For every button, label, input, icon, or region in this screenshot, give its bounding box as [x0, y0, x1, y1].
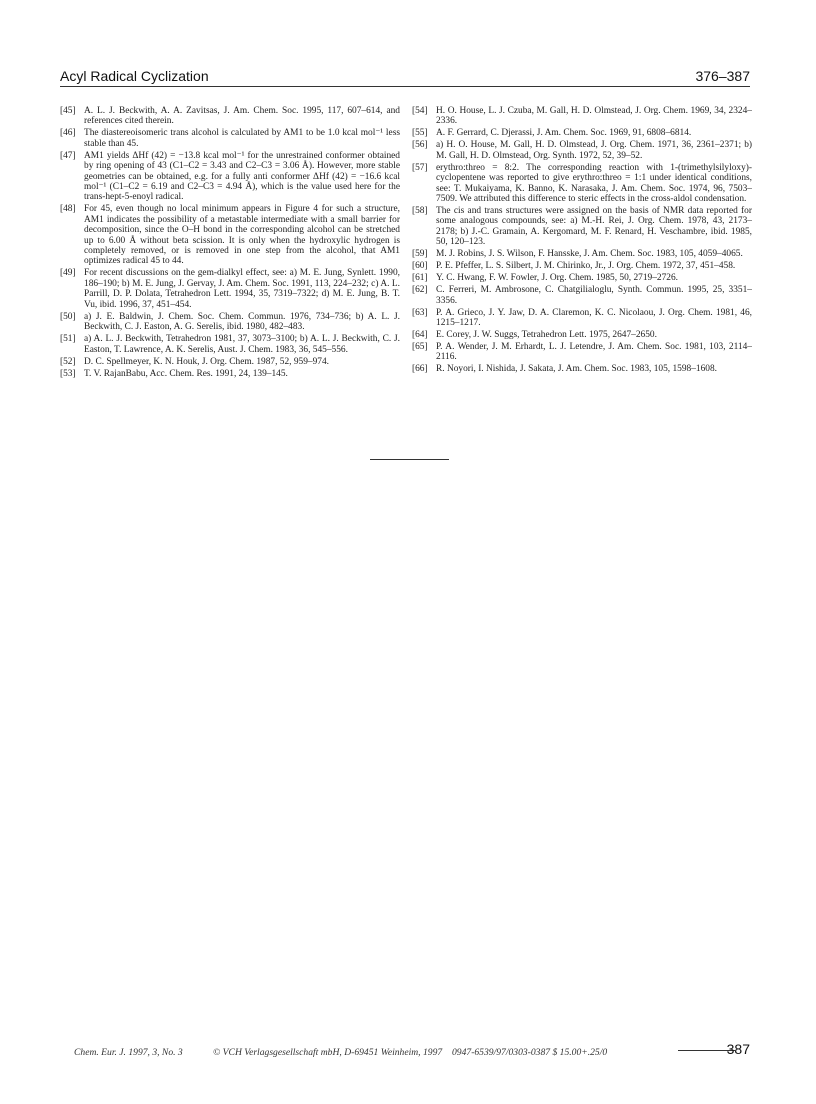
reference-item — [60, 334, 400, 355]
running-header — [60, 68, 750, 88]
reference-number: [59] — [412, 249, 428, 260]
reference-item — [412, 364, 752, 374]
reference-text: T. V. RajanBabu, Acc. Chem. Res. 1991, 24, 139–145. — [84, 368, 288, 379]
reference-number: [48] — [60, 204, 76, 215]
reference-text: E. Corey, J. W. Suggs, Tetrahedron Lett. 1975, 2647–2650. — [436, 330, 657, 341]
reference-item — [60, 151, 400, 203]
page-number: 387 — [726, 1041, 750, 1057]
reference-number: [45] — [60, 106, 76, 116]
reference-item — [412, 342, 752, 363]
reference-number: [65] — [412, 342, 428, 353]
reference-item — [412, 106, 752, 127]
reference-item — [412, 261, 752, 271]
reference-text: AM1 yields ΔHf (42) = −13.8 kcal mol⁻¹ for the unrestrained conformer obtained by ring opening of 43 (C1–C2 = 3.43 and C2–C3 = 3.06 Å). However, more stable geometries can be obtained, e.g. for a fully anti conformer ΔHf (42) = −16.6 kcal mol⁻¹ (C1–C2 = 6.19 and C2–C3 = 4.94 Å), which is the value used here for the trans-hept-5-enoyl radical. — [84, 150, 400, 203]
reference-number: [58] — [412, 206, 428, 217]
reference-number: [47] — [60, 150, 76, 161]
reference-number: [64] — [412, 330, 428, 341]
reference-text: For 45, even though no local minimum appears in Figure 4 for such a structure, AM1 indicates the possibility of a metastable intermediate with a small barrier for decomposition, since the O–H bond in the corresponding alcohol can be stretched up to 6.00 Å without beta scission. It is only when the hydroxylic hydrogen is completely removed, or is removed in one step from the alcohol, that AM1 optimizes radical 45 to 44. — [84, 204, 400, 267]
reference-number: [54] — [412, 106, 428, 116]
reference-number: [60] — [412, 261, 428, 272]
reference-item — [412, 140, 752, 161]
reference-number: [49] — [60, 268, 76, 279]
reference-text: C. Ferreri, M. Ambrosone, C. Chatgilialoglu, Synth. Commun. 1995, 25, 3351–3356. — [436, 285, 752, 306]
reference-text: R. Noyori, I. Nishida, J. Sakata, J. Am. Chem. Soc. 1983, 105, 1598–1608. — [436, 364, 717, 375]
reference-text: P. A. Wender, J. M. Erhardt, L. J. Letendre, J. Am. Chem. Soc. 1981, 103, 2114–2116. — [436, 342, 752, 363]
reference-text: erythro:threo = 8:2. The corresponding reaction with 1-(trimethylsilyloxy)-cyclopentene was reported to give erythro:threo = 1:1 under identical conditions, see: T. Mukaiyama, K. Banno, K. Narasaka, J. Am. Chem. Soc. 1974, 96, 7503–7509. We attributed this difference to steric effects in the cross-aldol condensation. — [436, 162, 752, 205]
references-left-column — [60, 106, 400, 381]
reference-item — [412, 163, 752, 205]
reference-text: The diastereoisomeric trans alcohol is calculated by AM1 to be 1.0 kcal mol⁻¹ less stable than 45. — [84, 128, 400, 149]
reference-item — [60, 128, 400, 149]
reference-item — [60, 204, 400, 266]
reference-item — [412, 273, 752, 283]
reference-item — [412, 206, 752, 248]
references-right-column — [412, 106, 752, 376]
reference-text: P. A. Grieco, J. Y. Jaw, D. A. Claremon, K. C. Nicolaou, J. Org. Chem. 1981, 46, 1215–1217. — [436, 307, 752, 329]
reference-text: A. F. Gerrard, C. Djerassi, J. Am. Chem. Soc. 1969, 91, 6808–6814. — [436, 128, 692, 139]
reference-text: A. L. J. Beckwith, A. A. Zavitsas, J. Am. Chem. Soc. 1995, 117, 607–614, and references cited therein. — [84, 106, 400, 127]
section-end-divider — [370, 459, 449, 460]
reference-item — [412, 330, 752, 340]
copyright-line: © VCH Verlagsgesellschaft mbH, D-69451 Weinheim, 1997 — [213, 1047, 443, 1058]
running-title: Acyl Radical Cyclization — [60, 68, 209, 84]
reference-text: a) H. O. House, M. Gall, H. D. Olmstead, J. Org. Chem. 1971, 36, 2361–2371; b) M. Gall, H. D. Olmstead, Org. Synth. 1972, 52, 39–52. — [436, 140, 752, 161]
reference-number: [56] — [412, 140, 428, 151]
reference-text: H. O. House, L. J. Czuba, M. Gall, H. D. Olmstead, J. Org. Chem. 1969, 34, 2324–2336. — [436, 106, 752, 127]
reference-number: [50] — [60, 311, 76, 322]
reference-number: [55] — [412, 128, 428, 139]
reference-number: [46] — [60, 128, 76, 139]
reference-item — [60, 106, 400, 127]
reference-number: [62] — [412, 285, 428, 296]
header-rule — [60, 86, 750, 87]
reference-text: D. C. Spellmeyer, K. N. Houk, J. Org. Chem. 1987, 52, 959–974. — [84, 356, 330, 367]
reference-text: The cis and trans structures were assigned on the basis of NMR data reported for some analogous compounds, see: a) M.-H. Rei, J. Org. Chem. 1978, 43, 2173–2178; b) J.-C. Gramain, A. Kergomard, M. F. Renard, H. Veschambre, ibid. 1985, 50, 120–123. — [436, 206, 752, 248]
page-footer — [60, 1043, 750, 1067]
reference-text: a) J. E. Baldwin, J. Chem. Soc. Chem. Commun. 1976, 734–736; b) A. L. J. Beckwith, C. J. Easton, A. G. Serelis, ibid. 1980, 482–483. — [84, 311, 400, 333]
reference-item — [60, 357, 400, 367]
reference-number: [63] — [412, 307, 428, 318]
reference-item — [60, 312, 400, 333]
reference-number: [61] — [412, 273, 428, 284]
reference-item — [412, 249, 752, 259]
reference-number: [53] — [60, 368, 76, 379]
journal-citation: Chem. Eur. J. 1997, 3, No. 3 — [74, 1047, 183, 1058]
reference-number: [51] — [60, 334, 76, 345]
reference-text: Y. C. Hwang, F. W. Fowler, J. Org. Chem. 1985, 50, 2719–2726. — [436, 273, 679, 284]
reference-number: [57] — [412, 162, 428, 173]
reference-text: M. J. Robins, J. S. Wilson, F. Hansske, J. Am. Chem. Soc. 1983, 105, 4059–4065. — [436, 249, 743, 260]
reference-text: For recent discussions on the gem-dialkyl effect, see: a) M. E. Jung, Synlett. 1990, 186–190; b) M. E. Jung, J. Gervay, J. Am. Chem. Soc. 1991, 113, 224–232; c) A. L. Parrill, D. P. Dolata, Tetrahedron Lett. 1994, 35, 7319–7322; d) M. E. Jung, B. T. Vu, ibid. 1996, 37, 451–454. — [84, 268, 400, 310]
issn-line: 0947-6539/97/0303-0387 $ 15.00+.25/0 — [452, 1047, 608, 1058]
reference-text: a) A. L. J. Beckwith, Tetrahedron 1981, 37, 3073–3100; b) A. L. J. Beckwith, C. J. Easton, T. Lawrence, A. K. Serelis, Aust. J. Chem. 1983, 36, 545–556. — [84, 334, 400, 355]
reference-text: P. E. Pfeffer, L. S. Silbert, J. M. Chirinko, Jr., J. Org. Chem. 1972, 37, 451–458. — [436, 261, 736, 272]
reference-item — [412, 285, 752, 306]
reference-item — [60, 369, 400, 379]
reference-number: [52] — [60, 356, 76, 367]
reference-item — [412, 308, 752, 329]
reference-item — [60, 268, 400, 310]
reference-number: [66] — [412, 364, 428, 375]
reference-item — [412, 128, 752, 138]
page-range: 376–387 — [695, 68, 750, 84]
